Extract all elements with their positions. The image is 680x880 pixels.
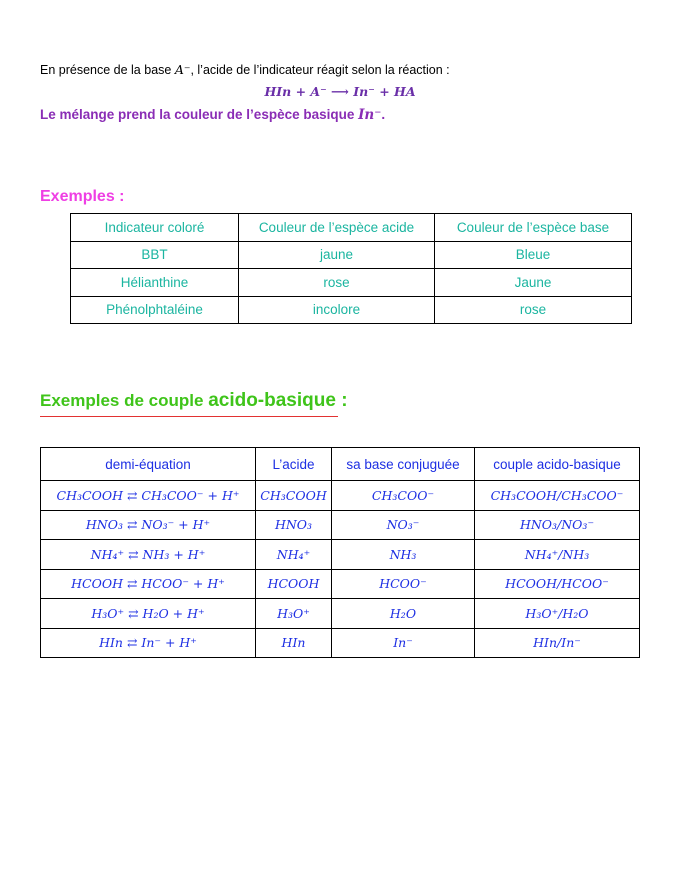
table-cell: Jaune xyxy=(435,269,632,297)
table-row xyxy=(71,241,632,269)
table-cell: rose xyxy=(239,269,435,297)
intro-sentence xyxy=(40,62,450,77)
table-cell: CH₃COOH xyxy=(256,481,332,511)
table-cell: HCOO⁻ xyxy=(332,569,475,599)
table-cell: Bleue xyxy=(435,241,632,269)
melange-species: In⁻ xyxy=(358,107,382,123)
intro-prefix: En présence de la base xyxy=(40,63,175,77)
intro-base-symbol: A⁻ xyxy=(174,62,191,77)
table-cell: NH₄⁺/NH₃ xyxy=(475,540,640,570)
table-cell: H₂O xyxy=(332,599,475,629)
table-row xyxy=(71,296,632,324)
indicator-header-cell: Couleur de l’espèce base xyxy=(435,214,632,242)
table-row xyxy=(71,269,632,297)
table-cell: CH₃COO⁻ xyxy=(332,481,475,511)
table-cell: Phénolphtaléine xyxy=(71,296,239,324)
couple-heading-part1: Exemples de couple xyxy=(40,391,209,410)
table-cell: HIn/In⁻ xyxy=(475,628,640,658)
couple-heading xyxy=(40,390,348,412)
table-cell: HNO₃ xyxy=(256,510,332,540)
table-row xyxy=(41,628,640,658)
table-cell: HIn xyxy=(256,628,332,658)
indicator-header-cell: Indicateur coloré xyxy=(71,214,239,242)
table-cell: HCOOH/HCOO⁻ xyxy=(475,569,640,599)
table-cell: rose xyxy=(435,296,632,324)
examples-heading: Exemples : xyxy=(40,188,125,205)
table-cell: incolore xyxy=(239,296,435,324)
couple-heading-part2: acido-basique : xyxy=(208,390,348,411)
table-cell: HIn ⇄ In⁻ + H⁺ xyxy=(41,628,256,658)
couple-header-cell: L’acide xyxy=(256,448,332,481)
table-cell: In⁻ xyxy=(332,628,475,658)
couple-header-cell: couple acido-basique xyxy=(475,448,640,481)
intro-suffix: , l’acide de l’indicateur réagit selon la réaction : xyxy=(190,63,450,77)
table-row xyxy=(41,599,640,629)
couple-table xyxy=(40,447,640,658)
table-cell: CH₃COOH/CH₃COO⁻ xyxy=(475,481,640,511)
melange-text: Le mélange prend la couleur de l’espèce basique xyxy=(40,107,359,122)
reaction-equation: HIn + A⁻ ⟶ In⁻ + HA xyxy=(264,84,416,99)
table-cell: NH₃ xyxy=(332,540,475,570)
table-cell: H₃O⁺ ⇄ H₂O + H⁺ xyxy=(41,599,256,629)
table-cell: HNO₃/NO₃⁻ xyxy=(475,510,640,540)
couple-header-cell: demi-équation xyxy=(41,448,256,481)
indicator-table-header-row xyxy=(71,214,632,242)
table-cell: HCOOH ⇄ HCOO⁻ + H⁺ xyxy=(41,569,256,599)
table-row xyxy=(41,569,640,599)
table-cell: HNO₃ ⇄ NO₃⁻ + H⁺ xyxy=(41,510,256,540)
couple-table-header-row xyxy=(41,448,640,481)
table-cell: NH₄⁺ ⇄ NH₃ + H⁺ xyxy=(41,540,256,570)
table-row xyxy=(41,510,640,540)
table-cell: jaune xyxy=(239,241,435,269)
couple-header-cell: sa base conjuguée xyxy=(332,448,475,481)
table-row xyxy=(41,540,640,570)
table-cell: CH₃COOH ⇄ CH₃COO⁻ + H⁺ xyxy=(41,481,256,511)
melange-end: . xyxy=(381,107,386,122)
table-cell: BBT xyxy=(71,241,239,269)
table-cell: H₃O⁺/H₂O xyxy=(475,599,640,629)
indicator-header-cell: Couleur de l’espèce acide xyxy=(239,214,435,242)
heading-underline xyxy=(40,416,338,417)
melange-statement xyxy=(40,107,385,123)
table-cell: HCOOH xyxy=(256,569,332,599)
table-cell: Hélianthine xyxy=(71,269,239,297)
table-cell: H₃O⁺ xyxy=(256,599,332,629)
indicator-table xyxy=(70,213,632,324)
table-cell: NO₃⁻ xyxy=(332,510,475,540)
table-cell: NH₄⁺ xyxy=(256,540,332,570)
table-row xyxy=(41,481,640,511)
